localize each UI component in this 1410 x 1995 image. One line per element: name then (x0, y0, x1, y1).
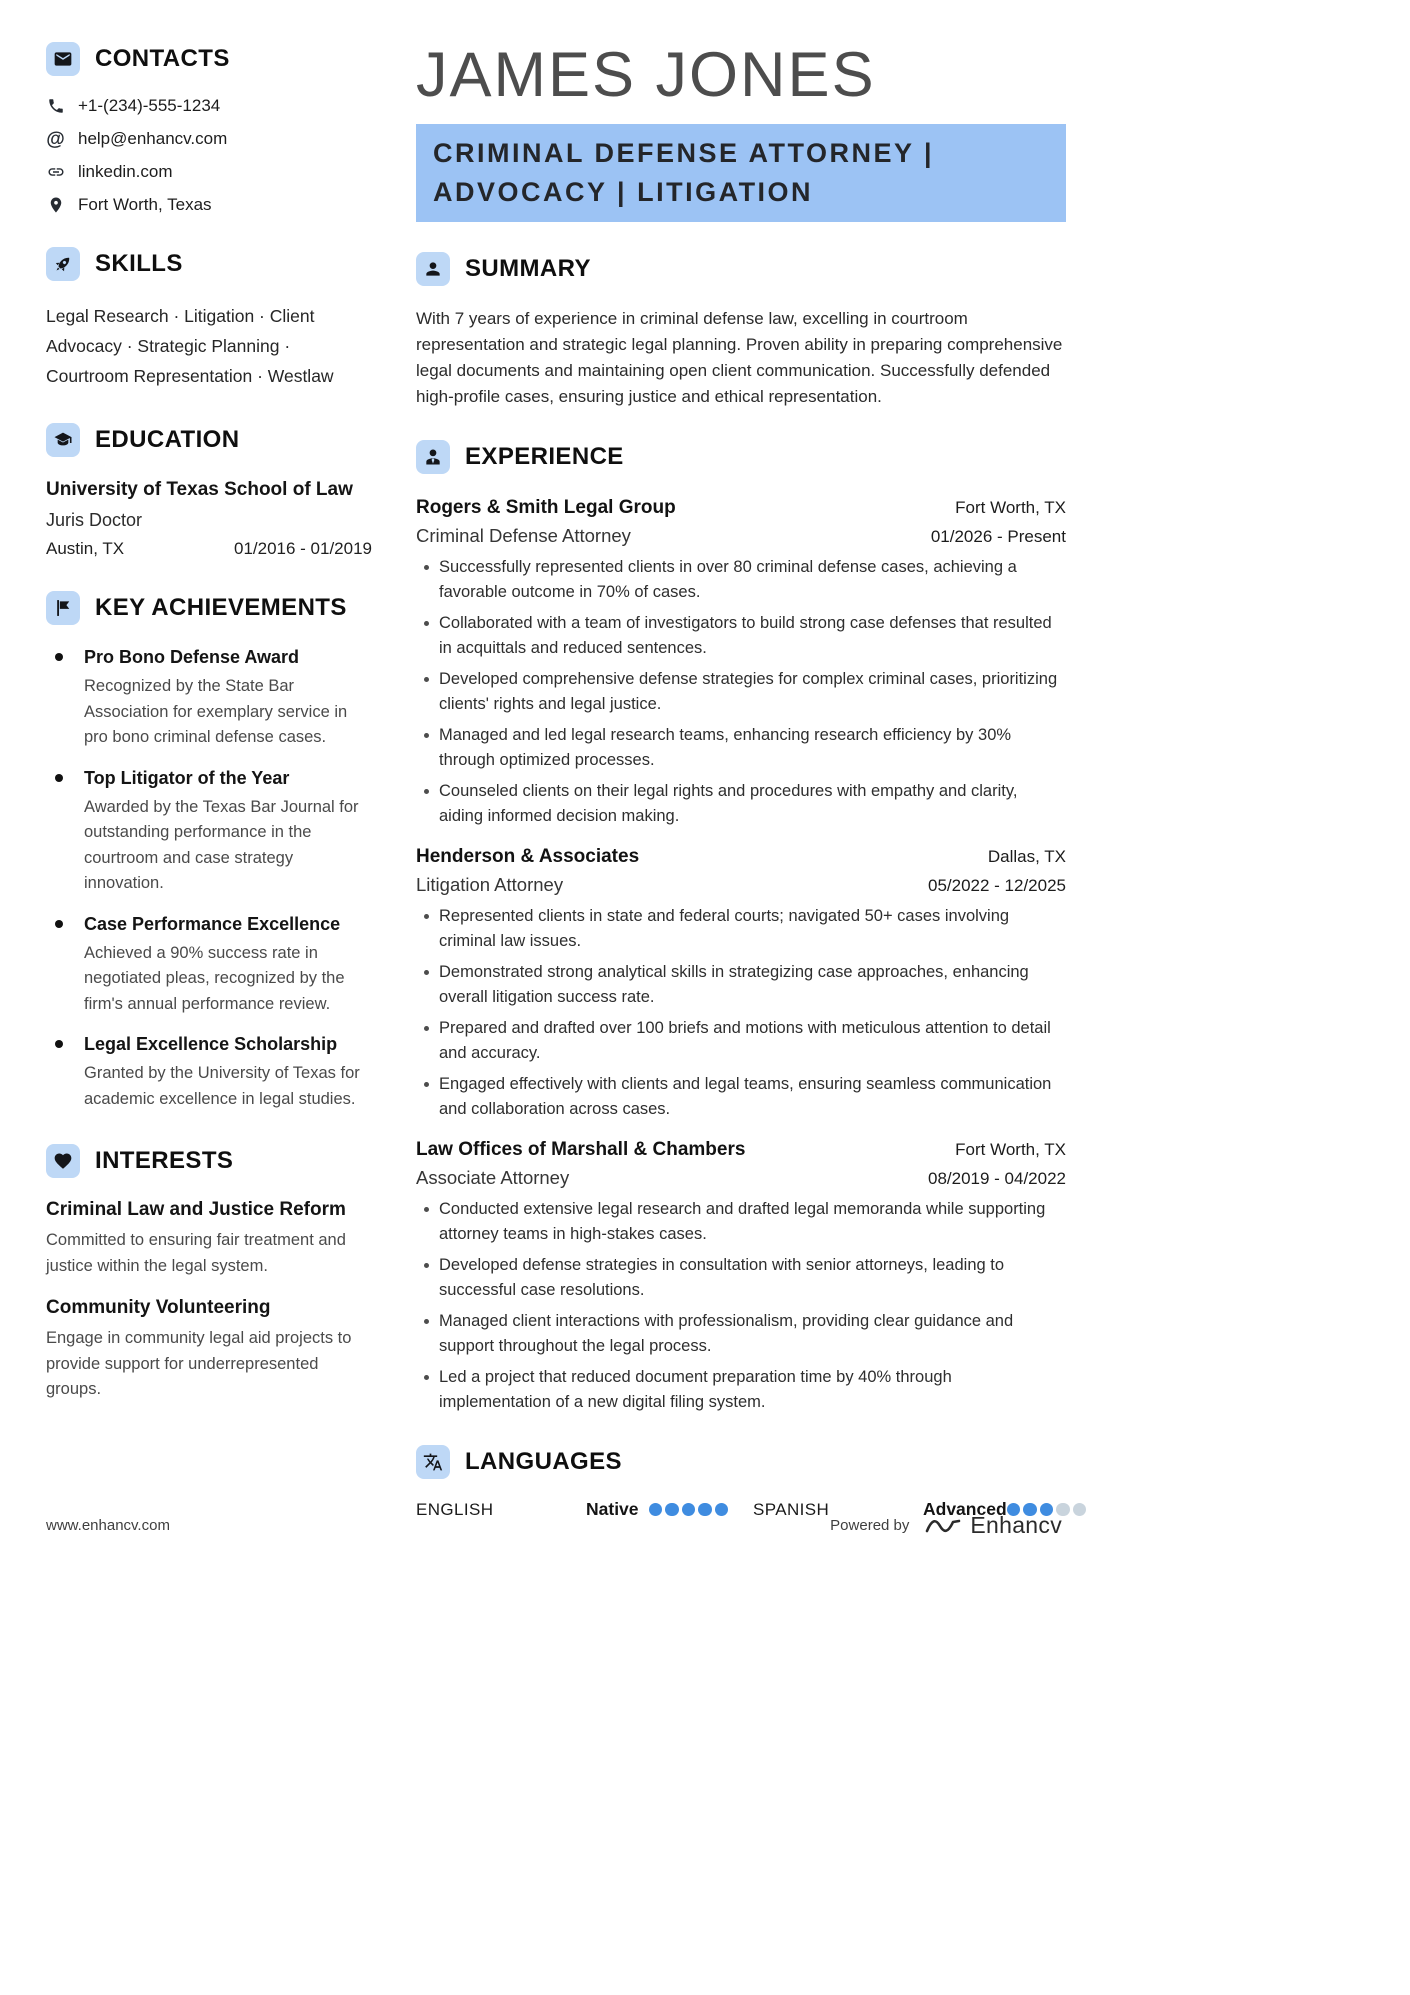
envelope-icon (46, 42, 80, 76)
summary-text: With 7 years of experience in criminal defense law, excelling in courtroom representation and strategic legal planning. Proven ability in preparing comprehensive legal documents and maintaining open client communication. Successfully defended high-profile cases, ensuring justice and ethical representation. (416, 309, 1063, 407)
bullet-item: Managed and led legal research teams, enhancing research efficiency by 30% through optimized processes. (416, 723, 1066, 773)
link-icon (46, 163, 65, 182)
job-dates: 01/2026 - Present (930, 527, 1066, 547)
powered-by-label: Powered by (830, 1517, 910, 1534)
bullet-item: Led a project that reduced document preparation time by 40% through implementation of a new digital filing system. (416, 1365, 1066, 1415)
email-link[interactable]: help@enhancv.com (78, 129, 228, 148)
contacts-header (46, 42, 372, 76)
degree-name: Juris Doctor (46, 510, 143, 530)
enhancv-logo-icon (925, 1514, 961, 1538)
job-role-row (416, 522, 1066, 550)
languages-title: LANGUAGES (465, 1448, 622, 1476)
bullet-item: Developed defense strategies in consultation with senior attorneys, leading to successful case resolutions. (416, 1253, 1066, 1303)
job-company-row (416, 843, 1066, 871)
achievement-title: Legal Excellence Scholarship (84, 1034, 338, 1054)
bullet-item: Engaged effectively with clients and legal teams, ensuring seamless communication and collaboration across cases. (416, 1072, 1066, 1122)
job-bullet-list (416, 1197, 1066, 1415)
job-dates: 08/2019 - 04/2022 (927, 1169, 1066, 1189)
skills-section (46, 247, 372, 391)
job-location: Dallas, TX (987, 847, 1066, 867)
phone-number: +1-(234)-555-1234 (78, 96, 221, 115)
interest-item (46, 1296, 372, 1403)
contact-location (46, 195, 372, 215)
translate-icon (416, 1445, 450, 1479)
education-header (46, 423, 372, 457)
job-company-row (416, 494, 1066, 522)
skills-header (46, 247, 372, 281)
achievement-title: Pro Bono Defense Award (84, 647, 300, 667)
contact-linkedin (46, 162, 372, 182)
bullet-item: Managed client interactions with professionalism, providing clear guidance and support throughout the legal process. (416, 1309, 1066, 1359)
page-footer (46, 1512, 1062, 1539)
language-level: Native (586, 1499, 639, 1520)
powered-by-block (830, 1512, 1062, 1539)
achievement-item (46, 912, 372, 1018)
at-icon: @ (46, 128, 65, 150)
person-tie-icon (416, 440, 450, 474)
job-title: Associate Attorney (416, 1167, 570, 1189)
interest-title: Criminal Law and Justice Reform (46, 1199, 346, 1220)
bullet-item: Counseled clients on their legal rights and procedures with empathy and clarity, aiding informed decision making. (416, 779, 1066, 829)
interest-description: Committed to ensuring fair treatment and justice within the legal system. (46, 1231, 346, 1275)
achievement-item (46, 766, 372, 897)
job-location: Fort Worth, TX (955, 1140, 1066, 1160)
interests-header (46, 1144, 372, 1178)
bullet-item: Demonstrated strong analytical skills in strategizing case approaches, enhancing overall litigation success rate. (416, 960, 1066, 1010)
sidebar (46, 42, 372, 1550)
company-name: Law Offices of Marshall & Chambers (416, 1139, 746, 1161)
person-name: JAMES JONES (416, 40, 876, 110)
education-meta (46, 539, 372, 559)
achievements-title: KEY ACHIEVEMENTS (95, 594, 347, 621)
contact-phone (46, 96, 372, 116)
school-name: University of Texas School of Law (46, 479, 353, 500)
rocket-icon (46, 247, 80, 281)
experience-section (416, 440, 1066, 1415)
achievement-description: Awarded by the Texas Bar Journal for outstanding performance in the courtroom and case strategy innovation. (84, 797, 359, 892)
bullet-item: Represented clients in state and federal courts; navigated 50+ cases involving criminal law issues. (416, 904, 1066, 954)
achievement-title: Top Litigator of the Year (84, 767, 290, 788)
job-title: Criminal Defense Attorney (416, 525, 631, 547)
company-name: Rogers & Smith Legal Group (416, 497, 676, 519)
company-name: Henderson & Associates (416, 846, 640, 868)
education-dates: 01/2016 - 01/2019 (233, 539, 372, 558)
achievement-description: Achieved a 90% success rate in negotiated pleas, recognized by the firm's annual performance review. (84, 943, 345, 1013)
job-dates: 05/2022 - 12/2025 (927, 876, 1066, 896)
graduation-cap-icon (46, 423, 80, 457)
skills-title: SKILLS (95, 250, 183, 277)
bullet-item: Successfully represented clients in over 80 criminal defense cases, achieving a favorable outcome in 70% of cases. (416, 555, 1066, 605)
job-bullet-list (416, 555, 1066, 829)
flag-icon (46, 591, 80, 625)
summary-header (416, 252, 1066, 286)
linkedin-link[interactable]: linkedin.com (78, 162, 173, 181)
main-column (416, 42, 1066, 1550)
dot-empty (1073, 1503, 1087, 1517)
person-icon (416, 252, 450, 286)
contacts-title: CONTACTS (95, 45, 230, 72)
language-name: SPANISH (753, 1499, 830, 1519)
bullet-item: Developed comprehensive defense strategies for complex criminal cases, prioritizing clients' rights and legal justice. (416, 667, 1066, 717)
footer-website-link[interactable]: www.enhancv.com (46, 1517, 170, 1534)
enhancv-brand[interactable] (925, 1512, 1062, 1539)
location-text: Fort Worth, Texas (78, 195, 212, 214)
languages-header (416, 1445, 1066, 1479)
heart-icon (46, 1144, 80, 1178)
language-level: Advanced (923, 1499, 1007, 1520)
job-bullet-list (416, 904, 1066, 1122)
experience-title: EXPERIENCE (465, 443, 624, 471)
summary-section (416, 252, 1066, 410)
job-role-row (416, 871, 1066, 899)
location-pin-icon (46, 196, 65, 215)
contact-list (46, 96, 372, 215)
achievement-description: Granted by the University of Texas for academic excellence in legal studies. (84, 1064, 360, 1108)
achievements-section (46, 591, 372, 1112)
achievements-header (46, 591, 372, 625)
enhancv-logo-text: Enhancv (970, 1512, 1062, 1538)
achievement-description: Recognized by the State Bar Association for exemplary service in pro bono criminal defense cases. (84, 677, 348, 746)
achievement-item (46, 1032, 372, 1112)
job-entry (416, 1136, 1066, 1415)
job-role-row (416, 1164, 1066, 1192)
job-location: Fort Worth, TX (955, 498, 1066, 518)
bullet-item: Conducted extensive legal research and drafted legal memoranda while supporting attorney teams in high-stakes cases. (416, 1197, 1066, 1247)
interest-title: Community Volunteering (46, 1297, 271, 1318)
bullet-item: Prepared and drafted over 100 briefs and motions with meticulous attention to detail and accuracy. (416, 1016, 1066, 1066)
interests-section (46, 1144, 372, 1403)
language-name: ENGLISH (416, 1499, 494, 1519)
job-entry (416, 843, 1066, 1122)
interest-description: Engage in community legal aid projects to provide support for underrepresented groups. (46, 1329, 352, 1398)
job-company-row (416, 1136, 1066, 1164)
interests-title: INTERESTS (95, 1147, 234, 1174)
achievement-title: Case Performance Excellence (84, 913, 341, 934)
job-entry (416, 494, 1066, 829)
summary-title: SUMMARY (465, 255, 591, 283)
education-location: Austin, TX (46, 539, 125, 558)
contact-email (46, 129, 372, 149)
education-section (46, 423, 372, 559)
skills-list: Legal Research · Litigation · Client Advocacy · Strategic Planning · Courtroom Representation · Westlaw (46, 306, 334, 386)
job-title: Litigation Attorney (416, 874, 564, 896)
headline-banner: CRIMINAL DEFENSE ATTORNEY | ADVOCACY | LITIGATION (416, 124, 1066, 222)
languages-section (416, 1445, 1066, 1520)
education-title: EDUCATION (95, 426, 240, 453)
interest-item (46, 1198, 372, 1279)
phone-icon (46, 97, 65, 116)
bullet-item: Collaborated with a team of investigators to build strong case defenses that resulted in acquittals and reduced sentences. (416, 611, 1066, 661)
experience-header (416, 440, 1066, 474)
achievement-item (46, 645, 372, 751)
contacts-section (46, 42, 372, 215)
